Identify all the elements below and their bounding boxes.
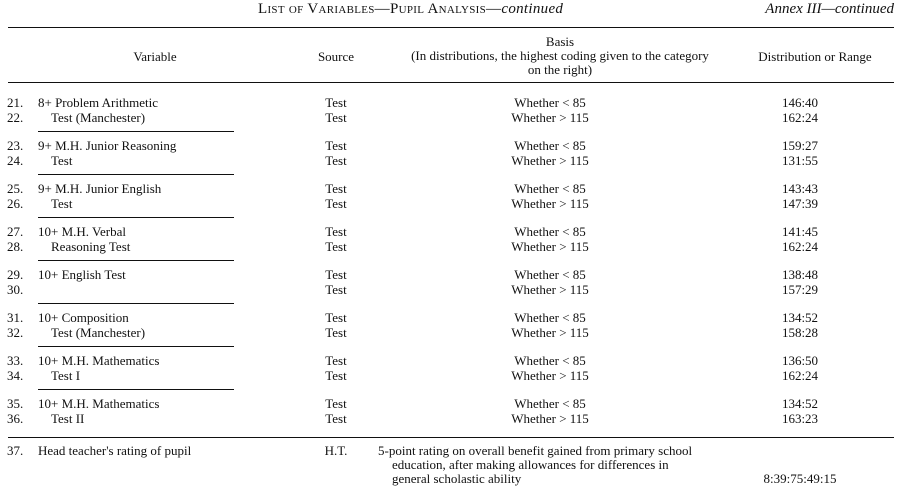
- row-source: Test: [325, 396, 347, 411]
- row-number: 34.: [7, 368, 24, 383]
- row-number: 25.: [7, 181, 24, 196]
- row-basis: Whether > 115: [511, 282, 589, 297]
- table-row: [0, 325, 900, 340]
- table-row: [0, 95, 900, 110]
- row-number: 22.: [7, 110, 24, 125]
- row-distribution: 157:29: [781, 282, 819, 297]
- row-variable: 10+ English Test: [38, 267, 126, 282]
- row-number: 28.: [7, 239, 24, 254]
- row-variable: Head teacher's rating of pupil: [38, 443, 192, 458]
- column-header-source: Source: [317, 49, 355, 64]
- row-number: 29.: [7, 267, 24, 282]
- row-source: Test: [325, 310, 347, 325]
- row-source: Test: [325, 196, 347, 211]
- table-row: [0, 310, 900, 325]
- row-number: 36.: [7, 411, 24, 426]
- row-variable: Test I: [51, 368, 81, 383]
- row-separator: [38, 174, 234, 175]
- row-variable: 8+ Problem Arithmetic: [38, 95, 158, 110]
- row-separator: [38, 303, 234, 304]
- row-basis: Whether < 85: [514, 224, 586, 239]
- row-variable: 9+ M.H. Junior Reasoning: [38, 138, 177, 153]
- row-number: 24.: [7, 153, 24, 168]
- row-basis: Whether < 85: [514, 95, 586, 110]
- row-distribution: 163:23: [781, 411, 819, 426]
- row-number: 30.: [7, 282, 24, 297]
- row-basis: Whether > 115: [511, 411, 589, 426]
- row-distribution: 146:40: [781, 95, 819, 110]
- row-variable: Test: [51, 153, 73, 168]
- row-source: Test: [325, 153, 347, 168]
- row-separator: [38, 260, 234, 261]
- row-separator: [38, 131, 234, 132]
- row-basis: Whether < 85: [514, 353, 586, 368]
- table-row: [0, 411, 900, 426]
- row-basis: 5-point rating on overall benefit gained from primary school education, after making allowances for differences in general scholastic ability: [378, 443, 693, 486]
- row-distribution: 158:28: [781, 325, 819, 340]
- row-distribution: 134:52: [781, 310, 819, 325]
- row-source: Test: [325, 224, 347, 239]
- row-variable: 10+ Composition: [38, 310, 129, 325]
- row-number: 35.: [7, 396, 24, 411]
- row-basis: Whether < 85: [514, 396, 586, 411]
- row-number: 23.: [7, 138, 24, 153]
- row-variable: Test (Manchester): [51, 325, 146, 340]
- table-row: [0, 153, 900, 168]
- row-number: 33.: [7, 353, 24, 368]
- row-source: Test: [325, 181, 347, 196]
- row-distribution: 134:52: [781, 396, 819, 411]
- row-variable: 10+ M.H. Mathematics: [38, 396, 160, 411]
- row-variable: Test: [51, 196, 73, 211]
- row-separator: [38, 389, 234, 390]
- row-distribution: 147:39: [781, 196, 819, 211]
- row-source: Test: [325, 95, 347, 110]
- row-number: 31.: [7, 310, 24, 325]
- row-36-rule: [8, 437, 894, 438]
- row-distribution: 136:50: [781, 353, 819, 368]
- row-distribution: 143:43: [781, 181, 819, 196]
- row-basis: Whether < 85: [514, 138, 586, 153]
- table-row: [0, 353, 900, 368]
- row-variable: Reasoning Test: [51, 239, 131, 254]
- row-source: Test: [325, 353, 347, 368]
- row-source: Test: [325, 411, 347, 426]
- row-distribution: 162:24: [781, 368, 819, 383]
- row-basis: Whether > 115: [511, 325, 589, 340]
- row-separator: [38, 346, 234, 347]
- row-basis: Whether > 115: [511, 368, 589, 383]
- table-row: [0, 196, 900, 211]
- row-number: 27.: [7, 224, 24, 239]
- row-basis: Whether < 85: [514, 267, 586, 282]
- annex-label: Annex III—continued: [765, 1, 894, 17]
- table-row: [0, 239, 900, 254]
- row-number: 37.: [7, 443, 24, 458]
- header-rule: [8, 82, 894, 83]
- row-basis: Whether < 85: [514, 310, 586, 325]
- table-row: [0, 224, 900, 239]
- row-distribution: 8:39:75:49:15: [763, 471, 837, 486]
- row-source: Test: [325, 325, 347, 340]
- row-source: Test: [325, 267, 347, 282]
- row-distribution: 159:27: [781, 138, 819, 153]
- row-variable: 10+ M.H. Verbal: [38, 224, 126, 239]
- row-distribution: 138:48: [781, 267, 819, 282]
- row-basis: Whether < 85: [514, 181, 586, 196]
- row-variable: Test II: [51, 411, 85, 426]
- row-basis: Whether > 115: [511, 196, 589, 211]
- row-distribution: 162:24: [781, 110, 819, 125]
- row-source: H.T.: [324, 443, 348, 458]
- row-variable: 9+ M.H. Junior English: [38, 181, 162, 196]
- row-number: 32.: [7, 325, 24, 340]
- column-header-basis: Basis (In distributions, the highest coding given to the category on the right): [411, 34, 709, 77]
- row-basis: Whether > 115: [511, 110, 589, 125]
- table-row: [0, 138, 900, 153]
- table-row: [0, 110, 900, 125]
- row-basis: Whether > 115: [511, 239, 589, 254]
- row-source: Test: [325, 110, 347, 125]
- row-variable: Test (Manchester): [51, 110, 146, 125]
- row-variable: 10+ M.H. Mathematics: [38, 353, 160, 368]
- table-row: [0, 282, 900, 297]
- row-distribution: 141:45: [781, 224, 819, 239]
- row-source: Test: [325, 138, 347, 153]
- column-header-variable: Variable: [133, 49, 177, 64]
- top-rule: [8, 27, 894, 28]
- row-source: Test: [325, 282, 347, 297]
- table-row: [0, 396, 900, 411]
- row-basis: Whether > 115: [511, 153, 589, 168]
- row-distribution: 162:24: [781, 239, 819, 254]
- row-source: Test: [325, 368, 347, 383]
- page-title: List of Variables—Pupil Analysis—continued: [258, 1, 564, 17]
- table-row: [0, 181, 900, 196]
- column-header-distribution: Distribution or Range: [758, 49, 872, 64]
- row-number: 21.: [7, 95, 24, 110]
- row-source: Test: [325, 239, 347, 254]
- table-row: [0, 368, 900, 383]
- row-distribution: 131:55: [781, 153, 819, 168]
- row-number: 26.: [7, 196, 24, 211]
- table-row: [0, 267, 900, 282]
- row-separator: [38, 217, 234, 218]
